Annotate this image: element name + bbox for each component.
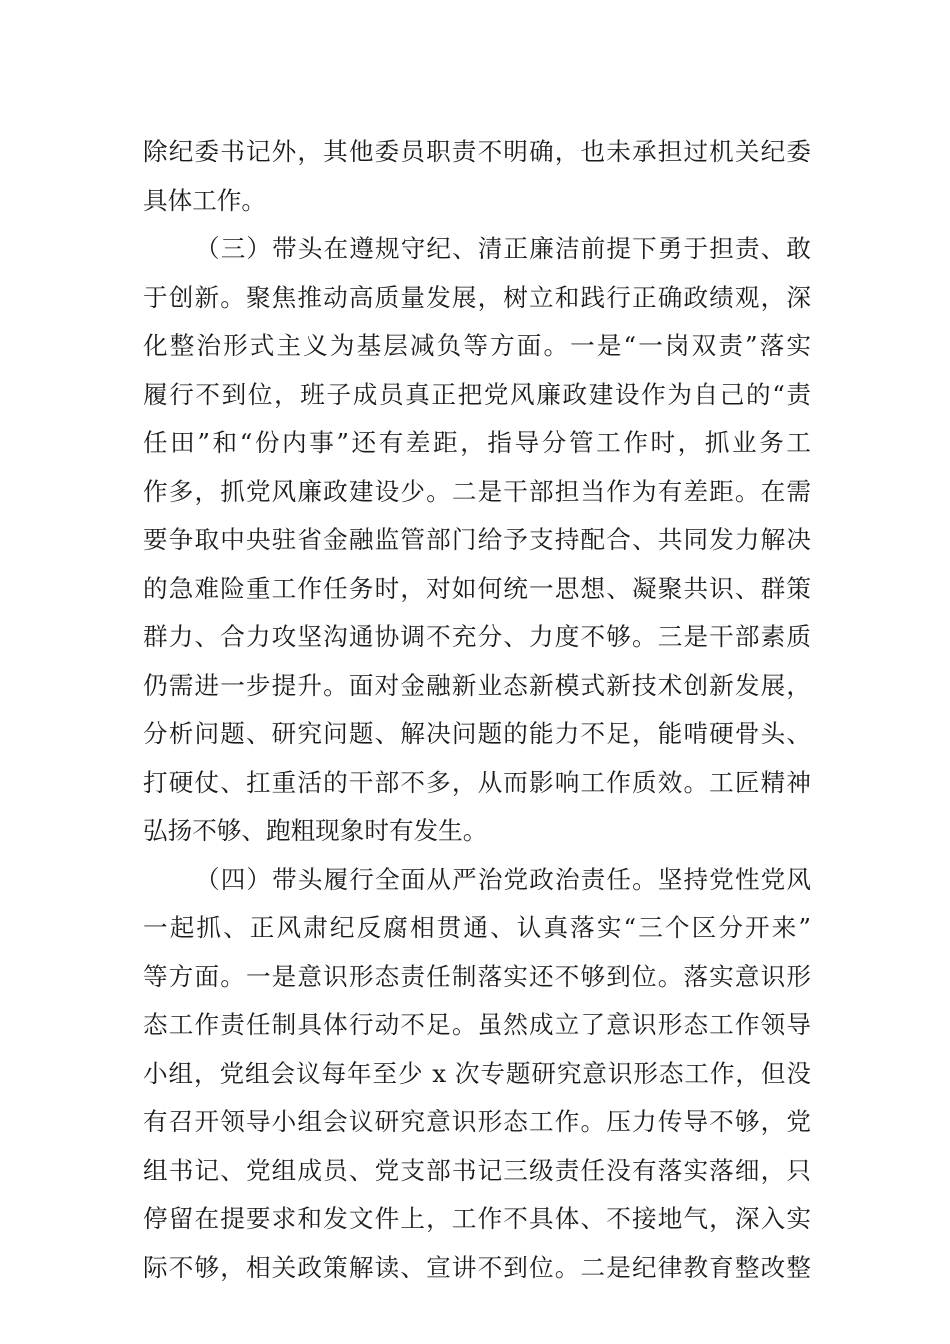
- text-line: 停留在提要求和发文件上，工作不具体、不接地气，深入实: [143, 1204, 811, 1233]
- text-line: 化整治形式主义为基层减负等方面。一是“一岗双责”落实: [143, 331, 811, 360]
- text-line: 作多，抓党风廉政建设少。二是干部担当作为有差距。在需: [143, 476, 811, 506]
- paragraph-start-line: （三）带头在遵规守纪、清正廉洁前提下勇于担责、敢: [195, 234, 811, 263]
- text-line: 任田”和“份内事”还有差距，指导分管工作时，抓业务工: [143, 428, 811, 457]
- text-line: 分析问题、研究问题、解决问题的能力不足，能啃硬骨头、: [143, 719, 811, 748]
- text-line: 要争取中央驻省金融监管部门给予支持配合、共同发力解决: [143, 525, 811, 554]
- text-line: 仍需进一步提升。面对金融新业态新模式新技术创新发展，: [143, 670, 811, 700]
- text-line: 有召开领导小组会议研究意识形态工作。压力传导不够，党: [143, 1107, 811, 1136]
- text-line: 弘扬不够、跑粗现象时有发生。: [143, 816, 488, 845]
- text-line: 于创新。聚焦推动高质量发展，树立和践行正确政绩观，深: [143, 282, 811, 312]
- text-line: 组书记、党组成员、党支部书记三级责任没有落实落细，只: [143, 1155, 811, 1185]
- text-line: 的急难险重工作任务时，对如何统一思想、凝聚共识、群策: [143, 573, 811, 603]
- text-line: 一起抓、正风肃纪反腐相贯通、认真落实“三个区分开来”: [143, 913, 811, 942]
- text-line: 除纪委书记外，其他委员职责不明确，也未承担过机关纪委: [143, 137, 811, 166]
- text-line: 打硬仗、扛重活的干部不多，从而影响工作质效。工匠精神: [143, 767, 811, 797]
- text-line: 小组，党组会议每年至少 x 次专题研究意识形态工作，但没: [143, 1058, 811, 1088]
- text-line: 具体工作。: [143, 185, 266, 215]
- text-line: 履行不到位，班子成员真正把党风廉政建设作为自己的“责: [143, 379, 811, 409]
- text-line: 际不够，相关政策解读、宣讲不到位。二是纪律教育整改整: [143, 1252, 811, 1282]
- paragraph-start-line: （四）带头履行全面从严治党政治责任。坚持党性党风: [195, 864, 811, 894]
- text-line: 态工作责任制具体行动不足。虽然成立了意识形态工作领导: [143, 1010, 811, 1039]
- document-body: [143, 128, 811, 1292]
- text-line: 等方面。一是意识形态责任制落实还不够到位。落实意识形: [143, 961, 811, 991]
- text-line: 群力、合力攻坚沟通协调不充分、力度不够。三是干部素质: [143, 622, 811, 651]
